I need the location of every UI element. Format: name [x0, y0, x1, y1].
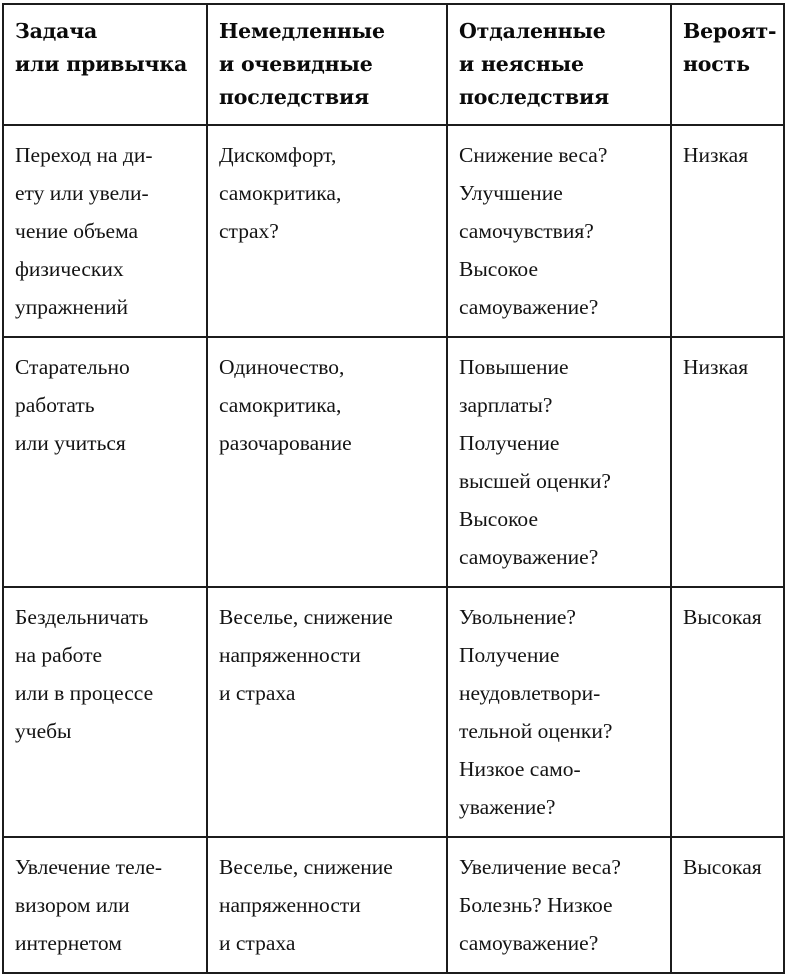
cell-line: уважение? [459, 795, 556, 819]
header-row [3, 4, 784, 125]
column-header-remote-consequences [447, 4, 671, 125]
header-line: Немедленные [219, 19, 385, 43]
cell-line: Улучшение [459, 181, 563, 205]
cell-task [3, 337, 207, 587]
cell-immediate-consequences [207, 587, 447, 837]
cell-line: и страха [219, 931, 296, 955]
cell-line: упражнений [15, 295, 128, 319]
cell-probability [671, 587, 784, 837]
cell-line: напряженности [219, 643, 361, 667]
table-row [3, 587, 784, 837]
cell-remote-consequences [447, 587, 671, 837]
cell-line: Увеличение веса? [459, 855, 621, 879]
cell-line: Увлечение теле- [15, 855, 163, 879]
table-header [3, 4, 784, 125]
cell-remote-consequences [447, 837, 671, 973]
cell-line: самокритика, [219, 181, 342, 205]
cell-line: Веселье, снижение [219, 855, 393, 879]
table-row [3, 125, 784, 337]
cell-line: высшей оценки? [459, 469, 611, 493]
cell-remote-consequences [447, 125, 671, 337]
cell-line: физических [15, 257, 124, 281]
habit-consequences-table [2, 3, 785, 974]
cell-line: зарплаты? [459, 393, 553, 417]
header-line: Отдаленные [459, 19, 606, 43]
header-line: или привычка [15, 52, 188, 76]
table-row [3, 337, 784, 587]
cell-line: Получение [459, 431, 560, 455]
header-line: и неясные [459, 52, 584, 76]
cell-line: страх? [219, 219, 279, 243]
cell-line: учебы [15, 719, 72, 743]
cell-line: Старательно [15, 355, 130, 379]
cell-task [3, 837, 207, 973]
cell-immediate-consequences [207, 837, 447, 973]
cell-line: напряженности [219, 893, 361, 917]
column-header-task [3, 4, 207, 125]
header-line: Задача [15, 19, 98, 43]
probability-value: Высокая [683, 855, 762, 879]
cell-line: и страха [219, 681, 296, 705]
cell-probability [671, 837, 784, 973]
header-line: и очевидные [219, 52, 373, 76]
column-header-immediate-consequences [207, 4, 447, 125]
cell-line: визором или [15, 893, 130, 917]
cell-line: или в процессе [15, 681, 154, 705]
table-body [3, 125, 784, 973]
cell-probability [671, 125, 784, 337]
cell-line: Высокое [459, 507, 538, 531]
cell-line: неудовлетвори- [459, 681, 601, 705]
cell-line: разочарование [219, 431, 352, 455]
cell-line: Болезнь? Низкое [459, 893, 613, 917]
cell-line: Бездельничать [15, 605, 149, 629]
cell-line: чение объема [15, 219, 139, 243]
header-line: ность [683, 52, 750, 76]
cell-line: Повышение [459, 355, 569, 379]
cell-probability [671, 337, 784, 587]
cell-line: Увольнение? [459, 605, 576, 629]
cell-line: Высокое [459, 257, 538, 281]
cell-line: самоуважение? [459, 545, 599, 569]
header-line: последствия [459, 85, 609, 109]
cell-line: самоуважение? [459, 295, 599, 319]
cell-line: самоуважение? [459, 931, 599, 955]
probability-value: Высокая [683, 605, 762, 629]
cell-line: Получение [459, 643, 560, 667]
cell-line: на работе [15, 643, 103, 667]
cell-task [3, 587, 207, 837]
probability-value: Низкая [683, 143, 749, 167]
cell-immediate-consequences [207, 125, 447, 337]
cell-line: ету или увели- [15, 181, 149, 205]
cell-remote-consequences [447, 337, 671, 587]
cell-line: Низкое само- [459, 757, 581, 781]
header-line: Вероят- [683, 19, 777, 43]
table-row [3, 837, 784, 973]
cell-immediate-consequences [207, 337, 447, 587]
header-line: последствия [219, 85, 369, 109]
cell-line: Одиночество, [219, 355, 345, 379]
cell-line: Дискомфорт, [219, 143, 337, 167]
cell-line: самокритика, [219, 393, 342, 417]
cell-line: самочувствия? [459, 219, 594, 243]
cell-line: тельной оценки? [459, 719, 613, 743]
cell-line: или учиться [15, 431, 126, 455]
column-header-probability [671, 4, 784, 125]
cell-line: Веселье, снижение [219, 605, 393, 629]
cell-task [3, 125, 207, 337]
cell-line: интернетом [15, 931, 122, 955]
probability-value: Низкая [683, 355, 749, 379]
cell-line: Снижение веса? [459, 143, 608, 167]
cell-line: Переход на ди- [15, 143, 153, 167]
cell-line: работать [15, 393, 95, 417]
